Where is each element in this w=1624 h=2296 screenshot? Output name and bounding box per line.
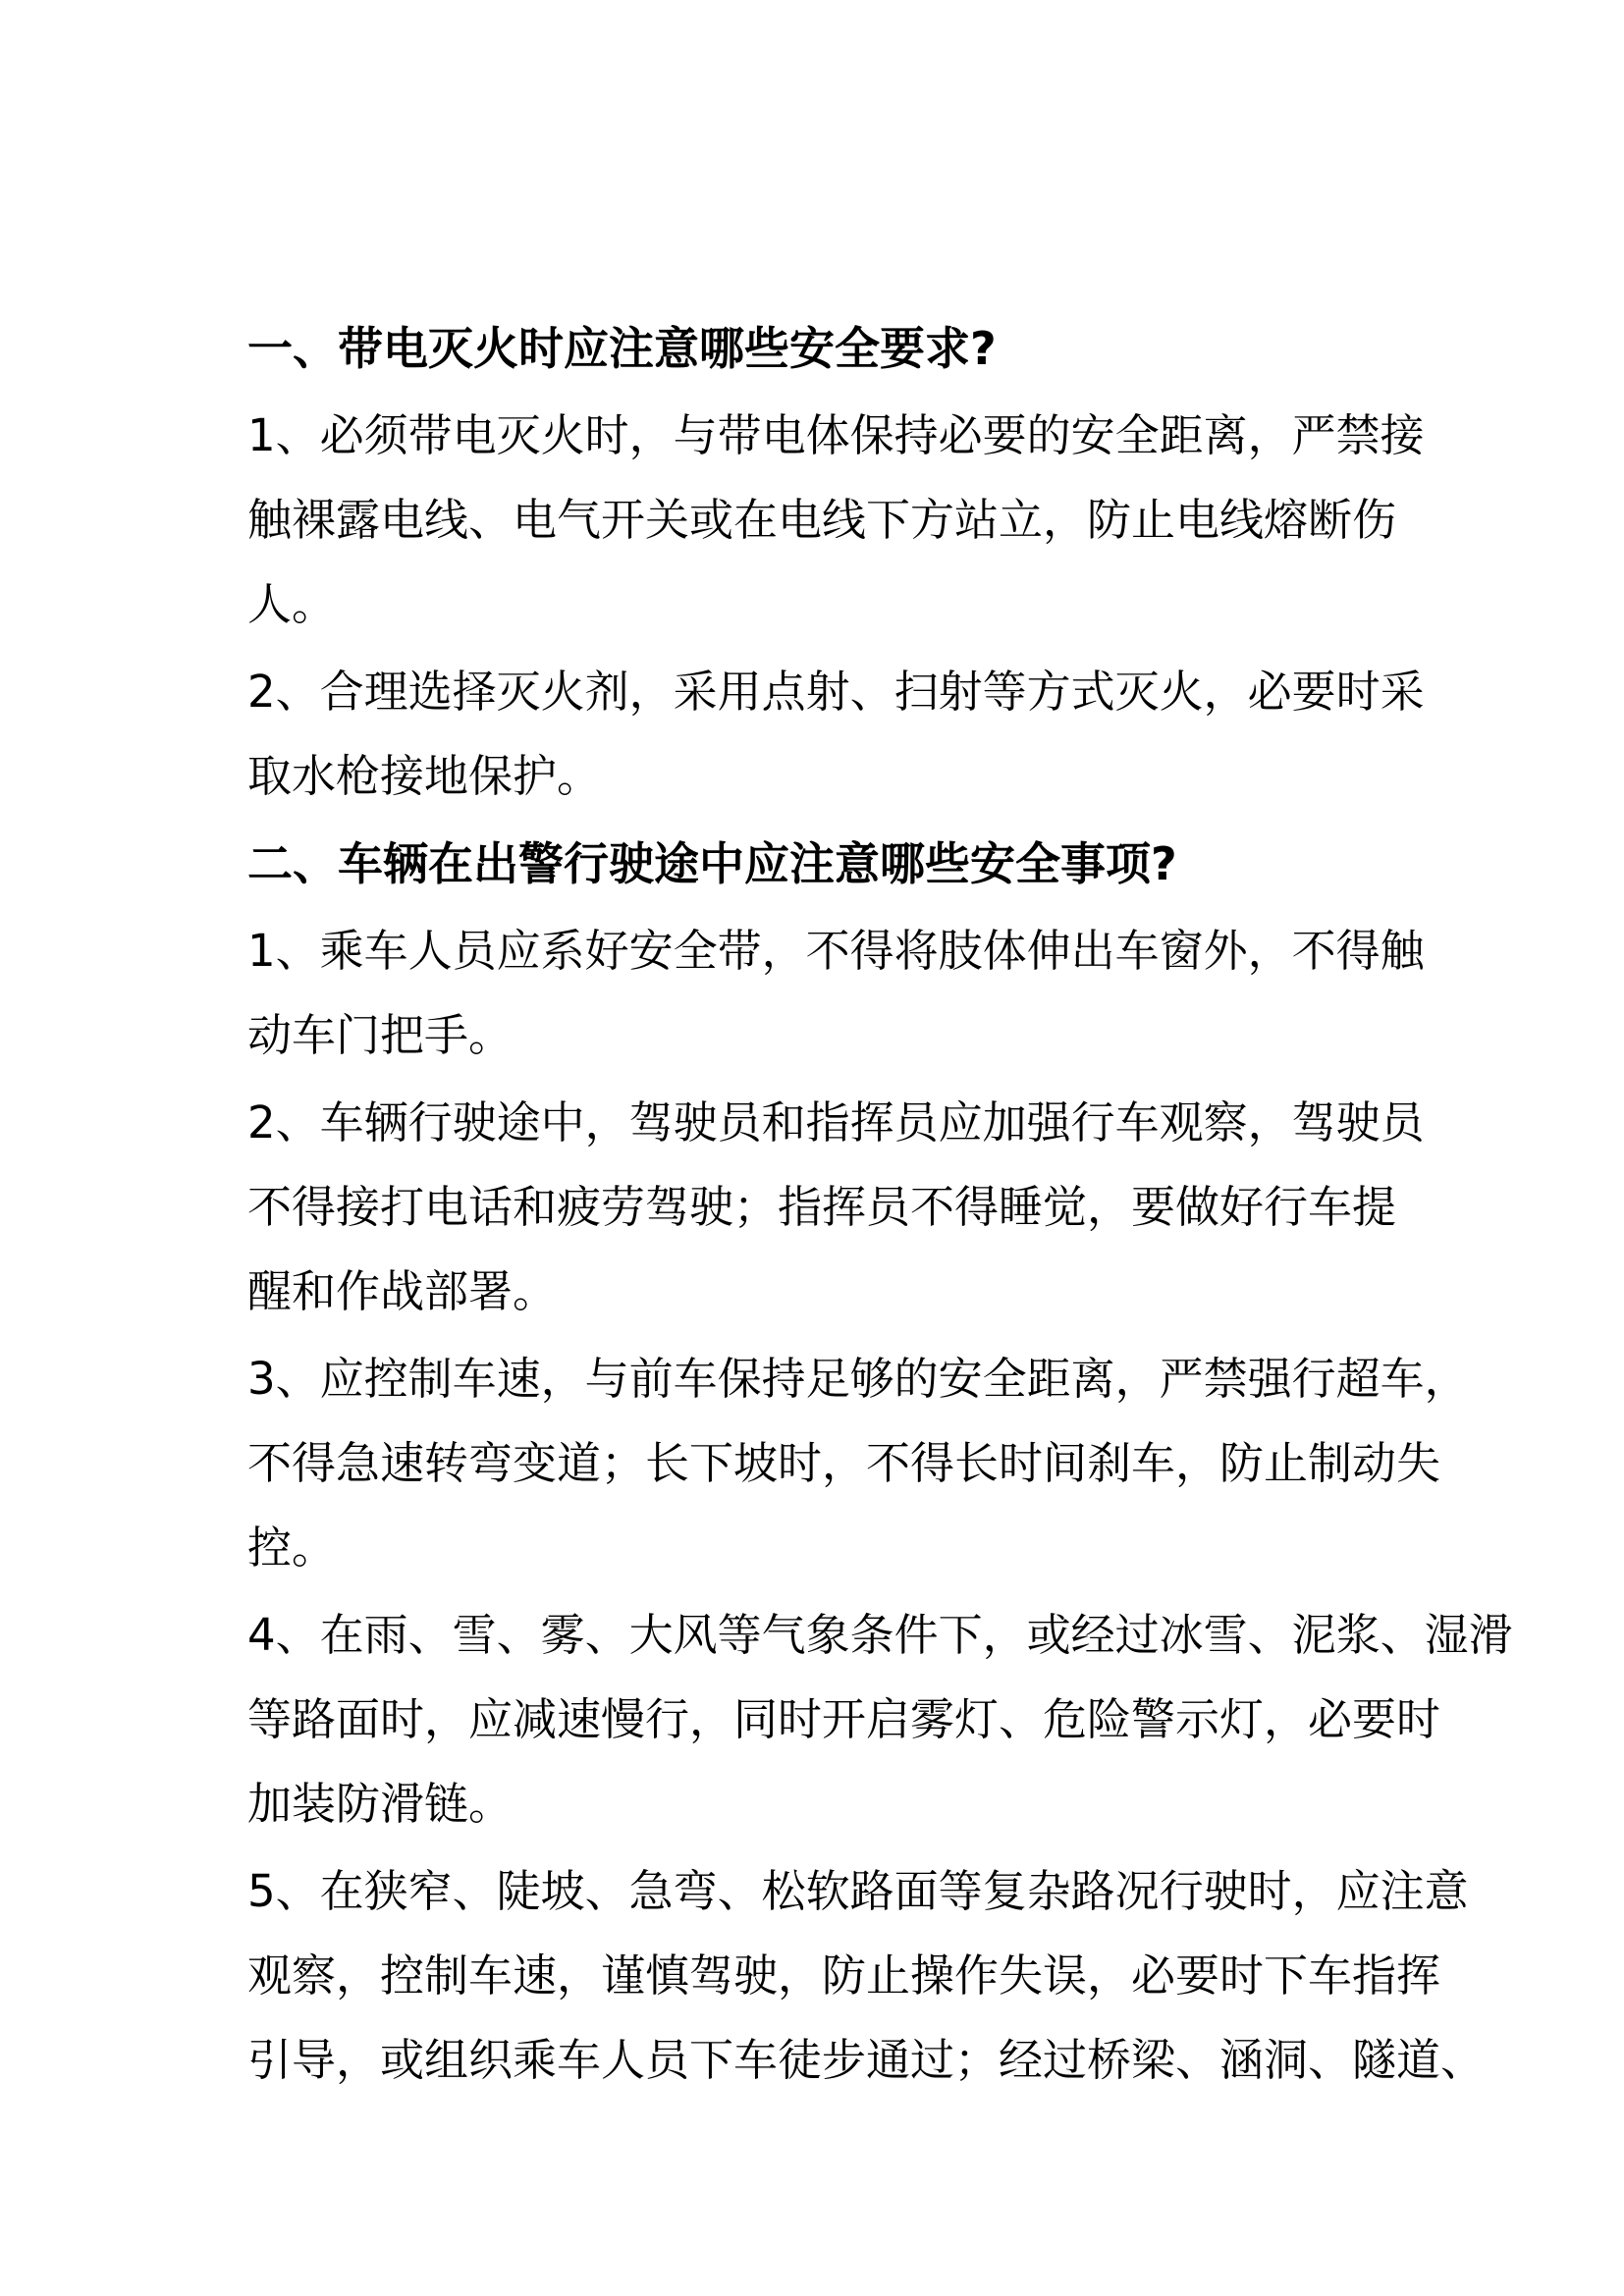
paragraph-line: 3、应控制车速，与前车保持足够的安全距离，严禁强行超车， bbox=[247, 1353, 1469, 1405]
section-heading-line: 二、车辆在出警行驶途中应注意哪些安全事项? bbox=[247, 837, 1177, 890]
section-heading-line: 一、带电灭火时应注意哪些安全要求? bbox=[247, 322, 997, 375]
paragraph-line: 不得接打电话和疲劳驾驶；指挥员不得睡觉，要做好行车提 bbox=[247, 1181, 1397, 1233]
paragraph-line: 不得急速转弯变道；长下坡时，不得长时间刹车，防止制动失 bbox=[247, 1437, 1441, 1489]
document-body bbox=[247, 306, 1513, 2106]
paragraph bbox=[247, 1081, 1425, 1334]
paragraph-line: 控。 bbox=[247, 1522, 337, 1574]
paragraph-line: 加装防滑链。 bbox=[247, 1778, 514, 1830]
paragraph-line: 观察，控制车速，谨慎驾驶，防止操作失误，必要时下车指挥 bbox=[247, 1949, 1441, 2002]
paragraph-line: 1、必须带电灭火时，与带电体保持必要的安全距离，严禁接 bbox=[247, 409, 1425, 461]
paragraph bbox=[247, 394, 1425, 647]
paragraph bbox=[247, 650, 1425, 819]
paragraph-line: 5、在狭窄、陡坡、急弯、松软路面等复杂路况行驶时，应注意 bbox=[247, 1865, 1469, 1917]
paragraph-line: 2、车辆行驶途中，驾驶员和指挥员应加强行车观察，驾驶员 bbox=[247, 1096, 1425, 1148]
paragraph-line: 人。 bbox=[247, 578, 337, 630]
paragraph bbox=[247, 1849, 1486, 2103]
paragraph bbox=[247, 909, 1425, 1078]
paragraph-line: 1、乘车人员应系好安全带，不得将肢体伸出车窗外，不得触 bbox=[247, 925, 1425, 977]
paragraph-line: 等路面时，应减速慢行，同时开启雾灯、危险警示灯，必要时 bbox=[247, 1693, 1441, 1745]
section-heading bbox=[247, 822, 1388, 906]
section-heading bbox=[247, 306, 1388, 391]
paragraph-line: 动车门把手。 bbox=[247, 1009, 514, 1061]
paragraph-line: 2、合理选择灭火剂，采用点射、扫射等方式灭火，必要时采 bbox=[247, 666, 1425, 718]
paragraph-line: 4、在雨、雪、雾、大风等气象条件下，或经过冰雪、泥浆、湿滑 bbox=[247, 1609, 1513, 1661]
paragraph-line: 引导，或组织乘车人员下车徒步通过；经过桥梁、涵洞、隧道、 bbox=[247, 2034, 1486, 2086]
paragraph bbox=[247, 1593, 1513, 1846]
paragraph-line: 触裸露电线、电气开关或在电线下方站立，防止电线熔断伤 bbox=[247, 494, 1397, 546]
paragraph-line: 醒和作战部署。 bbox=[247, 1265, 558, 1317]
paragraph bbox=[247, 1337, 1469, 1590]
paragraph-line: 取水枪接地保护。 bbox=[247, 750, 602, 802]
